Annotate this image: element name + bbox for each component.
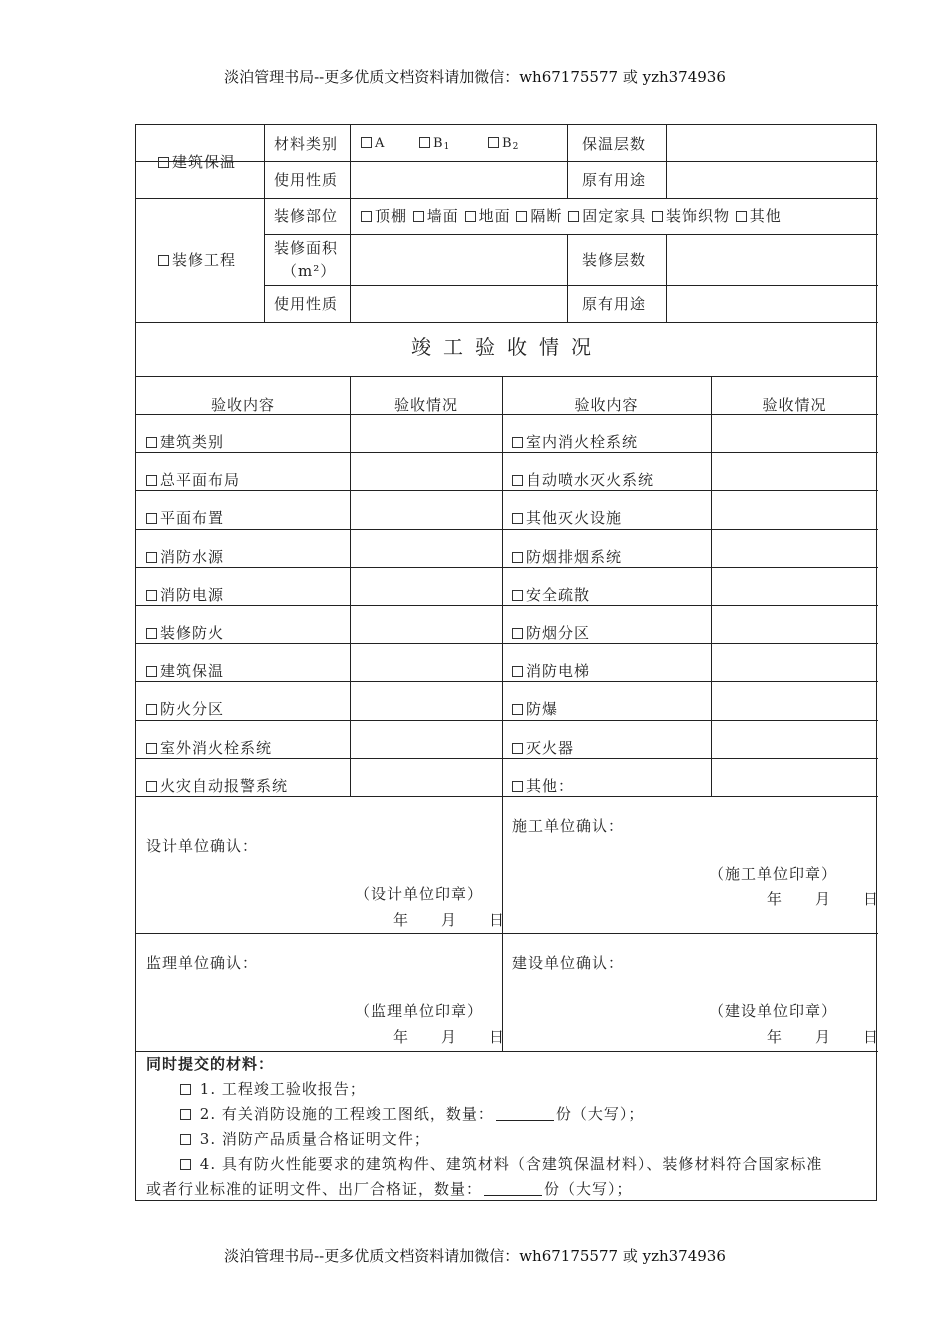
acceptance-item-right[interactable] — [512, 586, 590, 604]
checkbox-icon[interactable] — [512, 666, 523, 677]
checkbox-icon[interactable] — [512, 437, 523, 448]
checkbox-icon[interactable] — [488, 137, 499, 148]
material-item-4-cont — [146, 1180, 633, 1198]
insulation-label: 建筑保温 — [172, 153, 237, 171]
header-content-left: 验收内容 — [210, 396, 275, 414]
material-item-2-text: 2. 有关消防设施的工程竣工图纸，数量： — [199, 1105, 494, 1123]
checkbox-icon[interactable] — [465, 211, 476, 222]
header-content-right: 验收内容 — [574, 396, 639, 414]
design-unit-seal: （设计单位印章） — [355, 885, 484, 903]
divider — [136, 720, 878, 721]
part-label: 装饰织物 — [665, 207, 730, 225]
acceptance-item-right[interactable] — [512, 624, 590, 642]
checkbox-icon[interactable] — [361, 211, 372, 222]
divider — [567, 234, 568, 322]
insulation-layers-label: 保温层数 — [582, 135, 647, 153]
acceptance-item-label: 防烟分区 — [526, 624, 591, 642]
material-option-a[interactable] — [361, 135, 385, 153]
acceptance-form — [135, 124, 880, 1201]
material-item-1[interactable] — [180, 1080, 366, 1098]
checkbox-icon[interactable] — [512, 704, 523, 715]
part-label: 固定家具 — [582, 207, 647, 225]
acceptance-item-right[interactable] — [512, 700, 558, 718]
part-floor[interactable] — [465, 207, 511, 225]
divider — [264, 285, 878, 286]
checkbox-icon[interactable] — [419, 137, 430, 148]
insulation-orig-use-label: 原有用途 — [582, 171, 647, 189]
acceptance-item-right[interactable] — [512, 739, 574, 757]
acceptance-item-right[interactable] — [512, 471, 654, 489]
checkbox-icon[interactable] — [146, 437, 157, 448]
header-status-left: 验收情况 — [393, 396, 458, 414]
material-item-2[interactable] — [180, 1105, 644, 1123]
owner-unit-date: 年 月 日 — [767, 1028, 880, 1046]
checkbox-icon[interactable] — [516, 211, 527, 222]
divider — [136, 490, 878, 491]
divider — [350, 125, 351, 322]
acceptance-item-label: 室外消火栓系统 — [160, 739, 273, 757]
material-item-4-text-cont: 或者行业标准的证明文件、出厂合格证，数量： — [146, 1180, 483, 1198]
acceptance-item-left[interactable] — [146, 509, 224, 527]
material-item-4[interactable] — [180, 1155, 822, 1173]
option-a-label: A — [375, 136, 386, 151]
acceptance-item-label: 防火分区 — [160, 700, 225, 718]
checkbox-icon[interactable] — [158, 157, 169, 168]
divider — [136, 1051, 878, 1052]
material-item-3[interactable] — [180, 1130, 430, 1148]
part-label: 地面 — [478, 207, 511, 225]
divider — [711, 376, 712, 796]
page-header: 淡泊管理书局--更多优质文档资料请加微信：wh67175577 或 yzh374936 — [224, 68, 726, 86]
divider — [264, 234, 878, 235]
acceptance-item-label: 防爆 — [526, 700, 559, 718]
quantity-blank[interactable] — [496, 1106, 554, 1121]
acceptance-item-label: 火灾自动报警系统 — [160, 777, 289, 795]
insulation-usage-label: 使用性质 — [274, 171, 339, 189]
acceptance-item-left[interactable] — [146, 433, 224, 451]
divider — [264, 125, 265, 322]
renovation-area-unit: （m²） — [282, 262, 337, 280]
acceptance-item-left[interactable] — [146, 548, 224, 566]
divider — [136, 605, 878, 606]
acceptance-item-left[interactable] — [146, 739, 272, 757]
checkbox-icon[interactable] — [146, 781, 157, 792]
checkbox-icon[interactable] — [361, 137, 372, 148]
divider — [666, 125, 667, 198]
checkbox-icon[interactable] — [512, 590, 523, 601]
checkbox-icon[interactable] — [146, 590, 157, 601]
acceptance-item-label: 总平面布局 — [160, 471, 241, 489]
acceptance-item-label: 其他： — [526, 777, 575, 795]
acceptance-item-label: 自动喷水灭火系统 — [526, 471, 655, 489]
acceptance-item-left[interactable] — [146, 700, 224, 718]
checkbox-icon[interactable] — [568, 211, 579, 222]
supervision-unit-confirm: 监理单位确认： — [146, 954, 259, 972]
construction-unit-date: 年 月 日 — [767, 890, 880, 908]
part-ceiling[interactable] — [361, 207, 407, 225]
acceptance-item-label: 其他灭火设施 — [526, 509, 623, 527]
material-option-b2[interactable] — [488, 135, 519, 156]
acceptance-item-left[interactable] — [146, 471, 240, 489]
acceptance-item-label: 灭火器 — [526, 739, 575, 757]
divider — [136, 452, 878, 453]
checkbox-icon[interactable] — [512, 743, 523, 754]
material-item-2-suffix: 份（大写）； — [555, 1105, 645, 1123]
renovation-checkbox[interactable] — [158, 251, 236, 269]
option-b1-label: B — [433, 136, 444, 151]
design-unit-confirm: 设计单位确认： — [146, 837, 259, 855]
acceptance-item-label: 防烟排烟系统 — [526, 548, 623, 566]
checkbox-icon[interactable] — [736, 211, 747, 222]
checkbox-icon[interactable] — [146, 513, 157, 524]
part-other[interactable] — [736, 207, 782, 225]
checkbox-icon[interactable] — [146, 475, 157, 486]
divider — [136, 933, 878, 934]
checkbox-icon[interactable] — [180, 1109, 191, 1120]
acceptance-item-right[interactable] — [512, 777, 574, 795]
part-label: 墙面 — [426, 207, 459, 225]
acceptance-item-label: 建筑保温 — [160, 662, 225, 680]
renovation-parts-list — [361, 207, 782, 225]
renovation-orig-use-label: 原有用途 — [582, 295, 647, 313]
acceptance-item-label: 建筑类别 — [160, 433, 225, 451]
divider — [567, 125, 568, 198]
material-item-4-suffix: 份（大写）； — [544, 1180, 633, 1198]
acceptance-item-label: 装修防火 — [160, 624, 225, 642]
checkbox-icon[interactable] — [146, 666, 157, 677]
quantity-blank[interactable] — [484, 1181, 542, 1196]
supervision-unit-date: 年 月 日 — [393, 1028, 506, 1046]
checkbox-icon[interactable] — [146, 743, 157, 754]
acceptance-item-label: 安全疏散 — [526, 586, 591, 604]
checkbox-icon[interactable] — [413, 211, 424, 222]
checkbox-icon[interactable] — [512, 513, 523, 524]
material-item-3-text: 3. 消防产品质量合格证明文件； — [199, 1130, 430, 1148]
option-b2-label: B — [502, 136, 513, 151]
renovation-usage-label: 使用性质 — [274, 295, 339, 313]
part-label: 顶棚 — [375, 207, 408, 225]
divider — [136, 198, 878, 199]
checkbox-icon[interactable] — [512, 628, 523, 639]
owner-unit-seal: （建设单位印章） — [709, 1002, 838, 1020]
checkbox-icon[interactable] — [180, 1159, 191, 1170]
material-item-4-text: 4. 具有防火性能要求的建筑构件、建筑材料（含建筑保温材料）、装修材料符合国家标准 — [199, 1155, 823, 1173]
divider — [666, 234, 667, 322]
acceptance-item-right[interactable] — [512, 548, 622, 566]
divider — [136, 758, 878, 759]
material-item-1-text: 1. 工程竣工验收报告； — [199, 1080, 366, 1098]
part-wall[interactable] — [413, 207, 459, 225]
acceptance-item-left[interactable] — [146, 624, 224, 642]
checkbox-icon[interactable] — [146, 704, 157, 715]
checkbox-icon[interactable] — [146, 552, 157, 563]
acceptance-item-label: 平面布置 — [160, 509, 225, 527]
checkbox-icon[interactable] — [146, 628, 157, 639]
construction-unit-confirm: 施工单位确认： — [512, 817, 625, 835]
divider — [136, 376, 878, 377]
insulation-checkbox[interactable] — [158, 153, 236, 171]
divider — [136, 414, 878, 415]
checkbox-icon[interactable] — [180, 1134, 191, 1145]
acceptance-item-label: 消防电梯 — [526, 662, 591, 680]
part-fixed-furniture[interactable] — [568, 207, 646, 225]
divider — [136, 567, 878, 568]
renovation-area-label: 装修面积 — [274, 239, 339, 257]
divider — [136, 681, 878, 682]
divider — [350, 376, 351, 796]
acceptance-item-label: 消防电源 — [160, 586, 225, 604]
part-label: 隔断 — [530, 207, 563, 225]
header-status-right: 验收情况 — [762, 396, 827, 414]
divider — [136, 161, 878, 162]
page-footer: 淡泊管理书局--更多优质文档资料请加微信：wh67175577 或 yzh374936 — [224, 1247, 726, 1265]
acceptance-item-label: 消防水源 — [160, 548, 225, 566]
divider — [136, 796, 878, 797]
divider — [136, 322, 878, 323]
material-option-b1[interactable] — [419, 135, 450, 156]
construction-unit-seal: （施工单位印章） — [709, 865, 838, 883]
option-b1-subscript: 1 — [443, 142, 451, 152]
checkbox-icon[interactable] — [158, 255, 169, 266]
option-b2-subscript: 2 — [512, 142, 520, 152]
acceptance-title: 竣工验收情况 — [411, 335, 603, 359]
supervision-unit-seal: （监理单位印章） — [355, 1002, 484, 1020]
checkbox-icon[interactable] — [512, 552, 523, 563]
divider — [136, 529, 878, 530]
renovation-parts-label: 装修部位 — [274, 207, 339, 225]
renovation-label: 装修工程 — [172, 251, 237, 269]
part-partition[interactable] — [516, 207, 562, 225]
materials-title: 同时提交的材料： — [146, 1055, 275, 1073]
material-type-label: 材料类别 — [274, 135, 339, 153]
acceptance-item-right[interactable] — [512, 509, 622, 527]
checkbox-icon[interactable] — [512, 781, 523, 792]
acceptance-item-left[interactable] — [146, 586, 224, 604]
acceptance-item-right[interactable] — [512, 433, 638, 451]
acceptance-item-left[interactable] — [146, 777, 288, 795]
renovation-floors-label: 装修层数 — [582, 251, 647, 269]
checkbox-icon[interactable] — [512, 475, 523, 486]
part-decorative-fabric[interactable] — [652, 207, 730, 225]
acceptance-item-left[interactable] — [146, 662, 224, 680]
part-label: 其他 — [749, 207, 782, 225]
checkbox-icon[interactable] — [652, 211, 663, 222]
acceptance-item-label: 室内消火栓系统 — [526, 433, 639, 451]
checkbox-icon[interactable] — [180, 1084, 191, 1095]
divider — [136, 643, 878, 644]
divider — [502, 376, 503, 1051]
acceptance-item-right[interactable] — [512, 662, 590, 680]
design-unit-date: 年 月 日 — [393, 911, 506, 929]
owner-unit-confirm: 建设单位确认： — [512, 954, 625, 972]
